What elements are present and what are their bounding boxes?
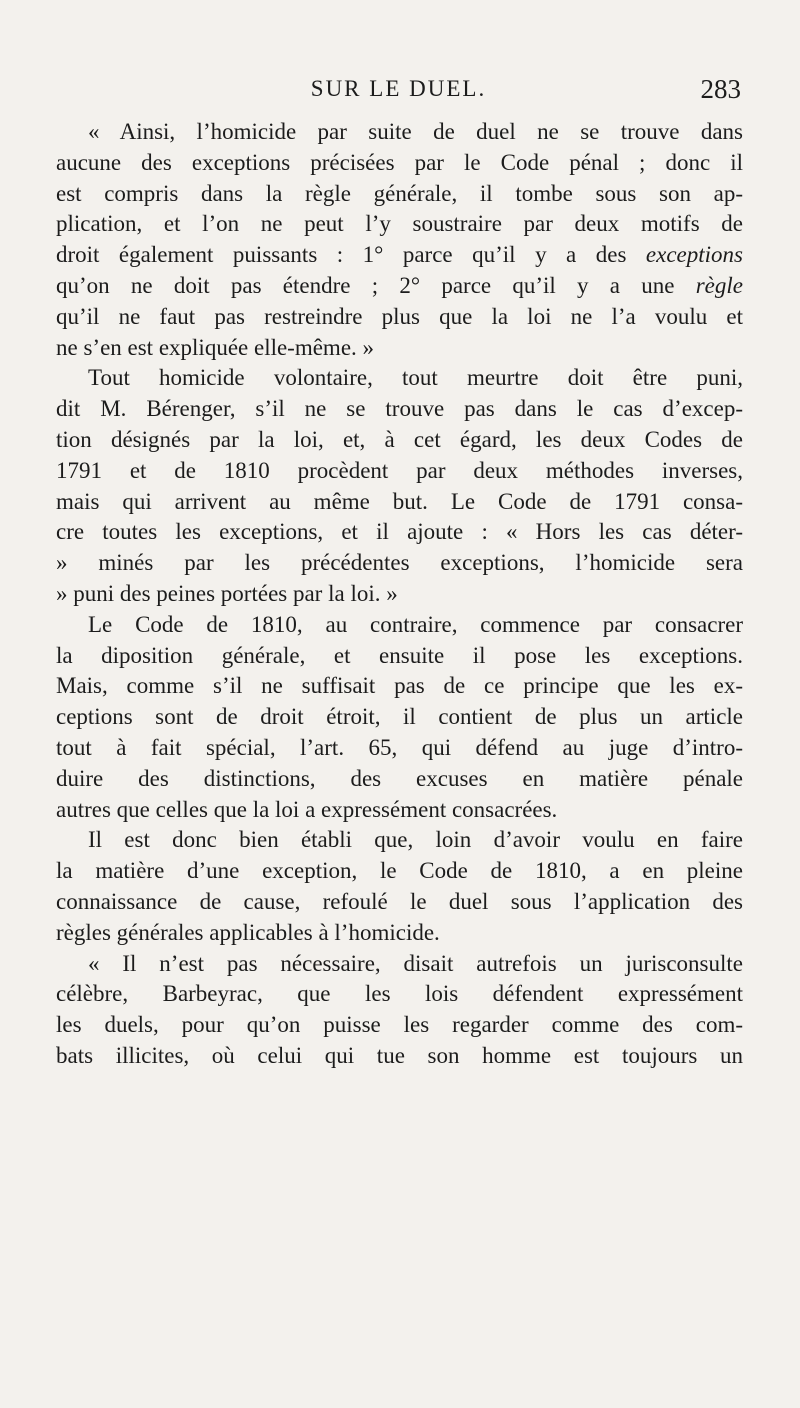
text-line: célèbre, Barbeyrac, que les lois défendent expressément xyxy=(56,981,743,1007)
text-line: bats illicites, où celui qui tue son homme est toujours un xyxy=(56,1042,743,1068)
text-line: duire des distinctions, des excuses en matière pénale xyxy=(56,765,743,791)
italic-word: exceptions xyxy=(645,242,743,268)
text-line: dit M. Bérenger, s’il ne se trouve pas dans le cas d’excep- xyxy=(56,396,743,422)
italic-word: règle xyxy=(695,272,743,298)
text-line: ne s’en est expliquée elle-même. » xyxy=(56,334,375,360)
text-line: cre toutes les exceptions, et il ajoute : « Hors les cas déter- xyxy=(56,519,743,545)
text-run: droit également puissants : 1° parce qu’il y a des xyxy=(56,242,646,268)
text-line: est compris dans la règle générale, il tombe sous son ap- xyxy=(56,180,743,206)
text-line: tion désignés par la loi, et, à cet égard, les deux Codes de xyxy=(56,426,743,452)
text-line: « Ainsi, l’homicide par suite de duel ne se trouve dans xyxy=(88,119,743,144)
text-line-with-italic xyxy=(56,240,743,271)
text-line: les duels, pour qu’on puisse les regarder comme des com- xyxy=(56,1012,743,1038)
text-line-with-italic xyxy=(56,271,743,302)
text-run: qu’on ne doit pas étendre ; 2° parce qu’il y a une xyxy=(56,272,696,298)
text-line: connaissance de cause, refoulé le duel sous l’application des xyxy=(56,888,743,914)
text-line: 1791 et de 1810 procèdent par deux méthodes inverses, xyxy=(56,457,743,483)
text-line: règles générales applicables à l’homicide. xyxy=(56,919,440,945)
text-line: « Il n’est pas nécessaire, disait autrefois un jurisconsulte xyxy=(88,950,743,976)
text-line: qu’il ne faut pas restreindre plus que la loi ne l’a voulu et xyxy=(56,303,743,329)
text-line: tout à fait spécial, l’art. 65, qui défend au juge d’intro- xyxy=(56,734,743,760)
text-line: ceptions sont de droit étroit, il contient de plus un article xyxy=(56,704,743,730)
page-header xyxy=(56,76,741,110)
text-line: mais qui arrivent au même but. Le Code de 1791 consa- xyxy=(56,488,743,514)
text-line: plication, et l’on ne peut l’y soustraire par deux motifs de xyxy=(56,211,743,237)
text-line: » puni des peines portées par la loi. » xyxy=(56,580,398,606)
text-line: la diposition générale, et ensuite il pose les exceptions. xyxy=(56,642,743,668)
text-line: Mais, comme s’il ne suffisait pas de ce principe que les ex- xyxy=(56,673,743,699)
text-line: Tout homicide volontaire, tout meurtre doit être puni, xyxy=(88,365,743,391)
text-line: » minés par les précédentes exceptions, l’homicide sera xyxy=(56,550,743,576)
running-head: SUR LE DUEL. xyxy=(310,76,487,101)
text-line: aucune des exceptions précisées par le Code pénal ; donc il xyxy=(56,149,743,175)
text-line: Il est donc bien établi que, loin d’avoir voulu en faire xyxy=(88,827,743,853)
text-line: la matière d’une exception, le Code de 1810, a en pleine xyxy=(56,858,743,884)
page-number: 283 xyxy=(700,74,741,104)
text-line: autres que celles que la loi a expressément consacrées. xyxy=(56,796,558,822)
text-line: Le Code de 1810, au contraire, commence par consacrer xyxy=(88,611,743,637)
body-text xyxy=(56,117,743,1072)
